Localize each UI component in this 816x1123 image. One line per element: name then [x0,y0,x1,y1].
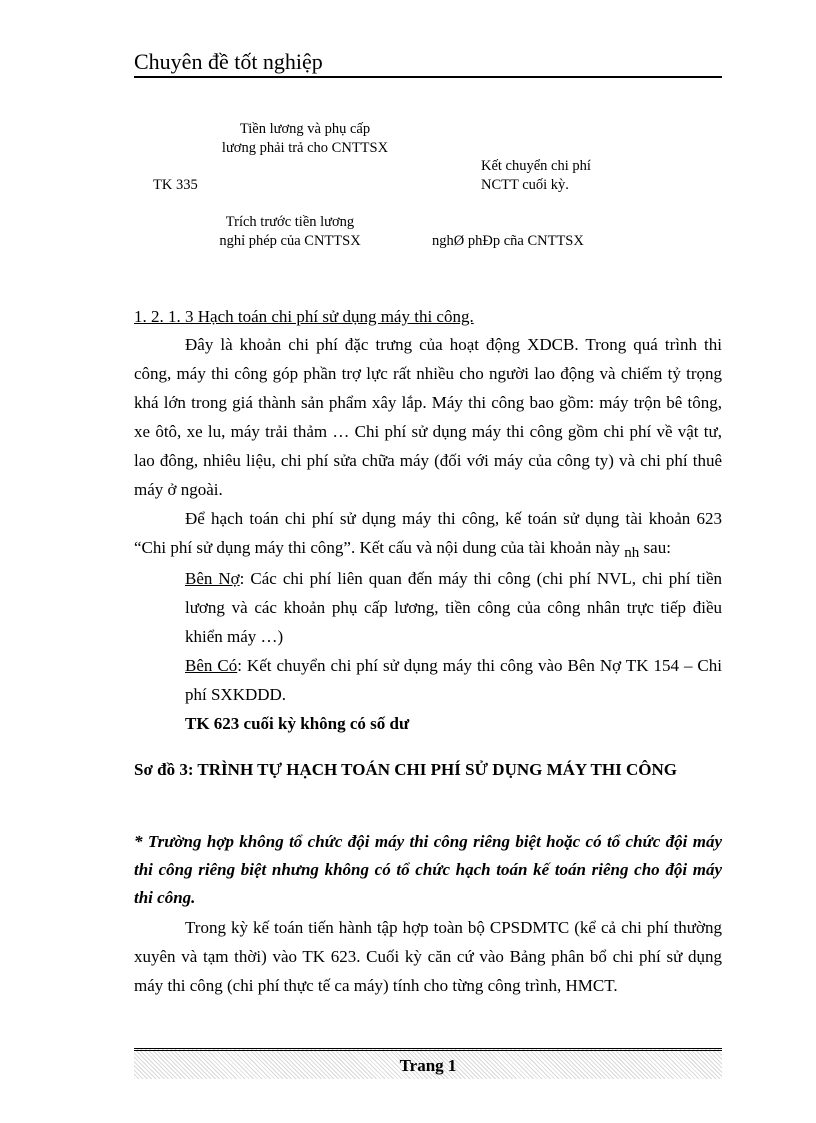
paragraph-machine-cost: Đây là khoản chi phí đặc trưng của hoạt động XDCB. Trong quá trình thi công, máy thi công góp phần trợ lực rất nhiều cho người lao động và chiếm tỷ trọng khá lớn trong giá thành sản phẩm xây lắp. Máy thi công bao gồm: máy trộn bê tông, xe ôtô, xe lu, máy trải thảm … Chi phí sử dụng máy thi công gồm chi phí về vật tư, lao đông, nhiêu liệu, chi phí sửa chữa máy (đối với máy của công ty) và chi phí thuê máy ở ngoài. [134,335,722,499]
case-heading: * Trường hợp không tổ chức đội máy thi công riêng biệt hoặc có tổ chức đội máy thi công riêng biệt nhưng không có tổ chức hạch toán kế toán riêng cho đội máy thi công. [134,832,722,907]
diagram-label-transfer-line2: NCTT cuối kỳ. [481,177,569,193]
paragraph-account-623-end: sau: [643,538,671,557]
page-footer [134,1048,722,1079]
paragraph-account-623-text: Để hạch toán chi phí sử dụng máy thi công, kế toán sử dụng tài khoản 623 “Chi phí sử dụng máy thi công”. Kết cấu và nội dung của tài khoản này [134,509,722,557]
diagram-3-title [134,756,722,784]
diagram-3-prefix: Sơ đồ 3 [134,760,188,779]
header-divider [134,76,722,78]
credit-side-label: Bên Có [185,656,238,675]
page-number: Trang 1 [399,1056,457,1075]
diagram-label-wage-line2: lương phải trả cho CNTTSX [221,140,389,156]
diagram-label-garbled: nghØ phÐp cña CNTTSX [432,233,584,249]
case-paragraph: Trong kỳ kế toán tiến hành tập hợp toàn bộ CPSDMTC (kể cả chi phí thường xuyên và tạm thời) vào TK 623. Cuối kỳ căn cứ vào Bảng phân bổ chi phí sử dụng máy thi công (chi phí thực tế ca máy) tính cho từng công trình, HMCT. [134,918,722,995]
diagram-label-accrual-line2: nghỉ phép của CNTTSX [219,233,361,249]
diagram-label-accrual [195,213,385,251]
section-heading: 1. 2. 1. 3 Hạch toán chi phí sử dụng máy thi công. [134,307,474,326]
debit-side-text: : Các chi phí liên quan đến máy thi công (chi phí NVL, chi phí tiền lương và các khoản phụ cấp lương, tiền công của công nhân trực tiếp điều khiển máy …) [185,569,722,646]
diagram-label-transfer-line1: Kết chuyển chi phí [481,158,591,174]
debit-side-item [134,564,722,651]
diagram-label-account: TK 335 [153,177,198,193]
section-body [134,330,722,738]
paragraph-account-623 [134,504,722,564]
diagram-label-wage-line1: Tiền lương và phụ cấp [239,121,371,137]
diagram-label-wage [195,120,415,158]
diagram-label-accrual-line1: Trích trước tiền lương [225,214,355,230]
diagram-3-text: : TRÌNH TỰ HẠCH TOÁN CHI PHÍ SỬ DỤNG MÁY THI CÔNG [187,760,677,779]
paragraph-account-623-nh: nh [624,545,640,561]
balance-note: TK 623 cuối kỳ không có số dư [185,714,410,733]
page-header-title: Chuyên đề tốt nghiệp [134,49,323,74]
credit-side-text: : Kết chuyển chi phí sử dụng máy thi công vào Bên Nợ TK 154 – Chi phí SXKDDD. [185,656,722,704]
debit-side-label: Bên Nợ [185,569,240,588]
credit-side-item [134,651,722,709]
diagram-label-transfer [481,157,591,195]
